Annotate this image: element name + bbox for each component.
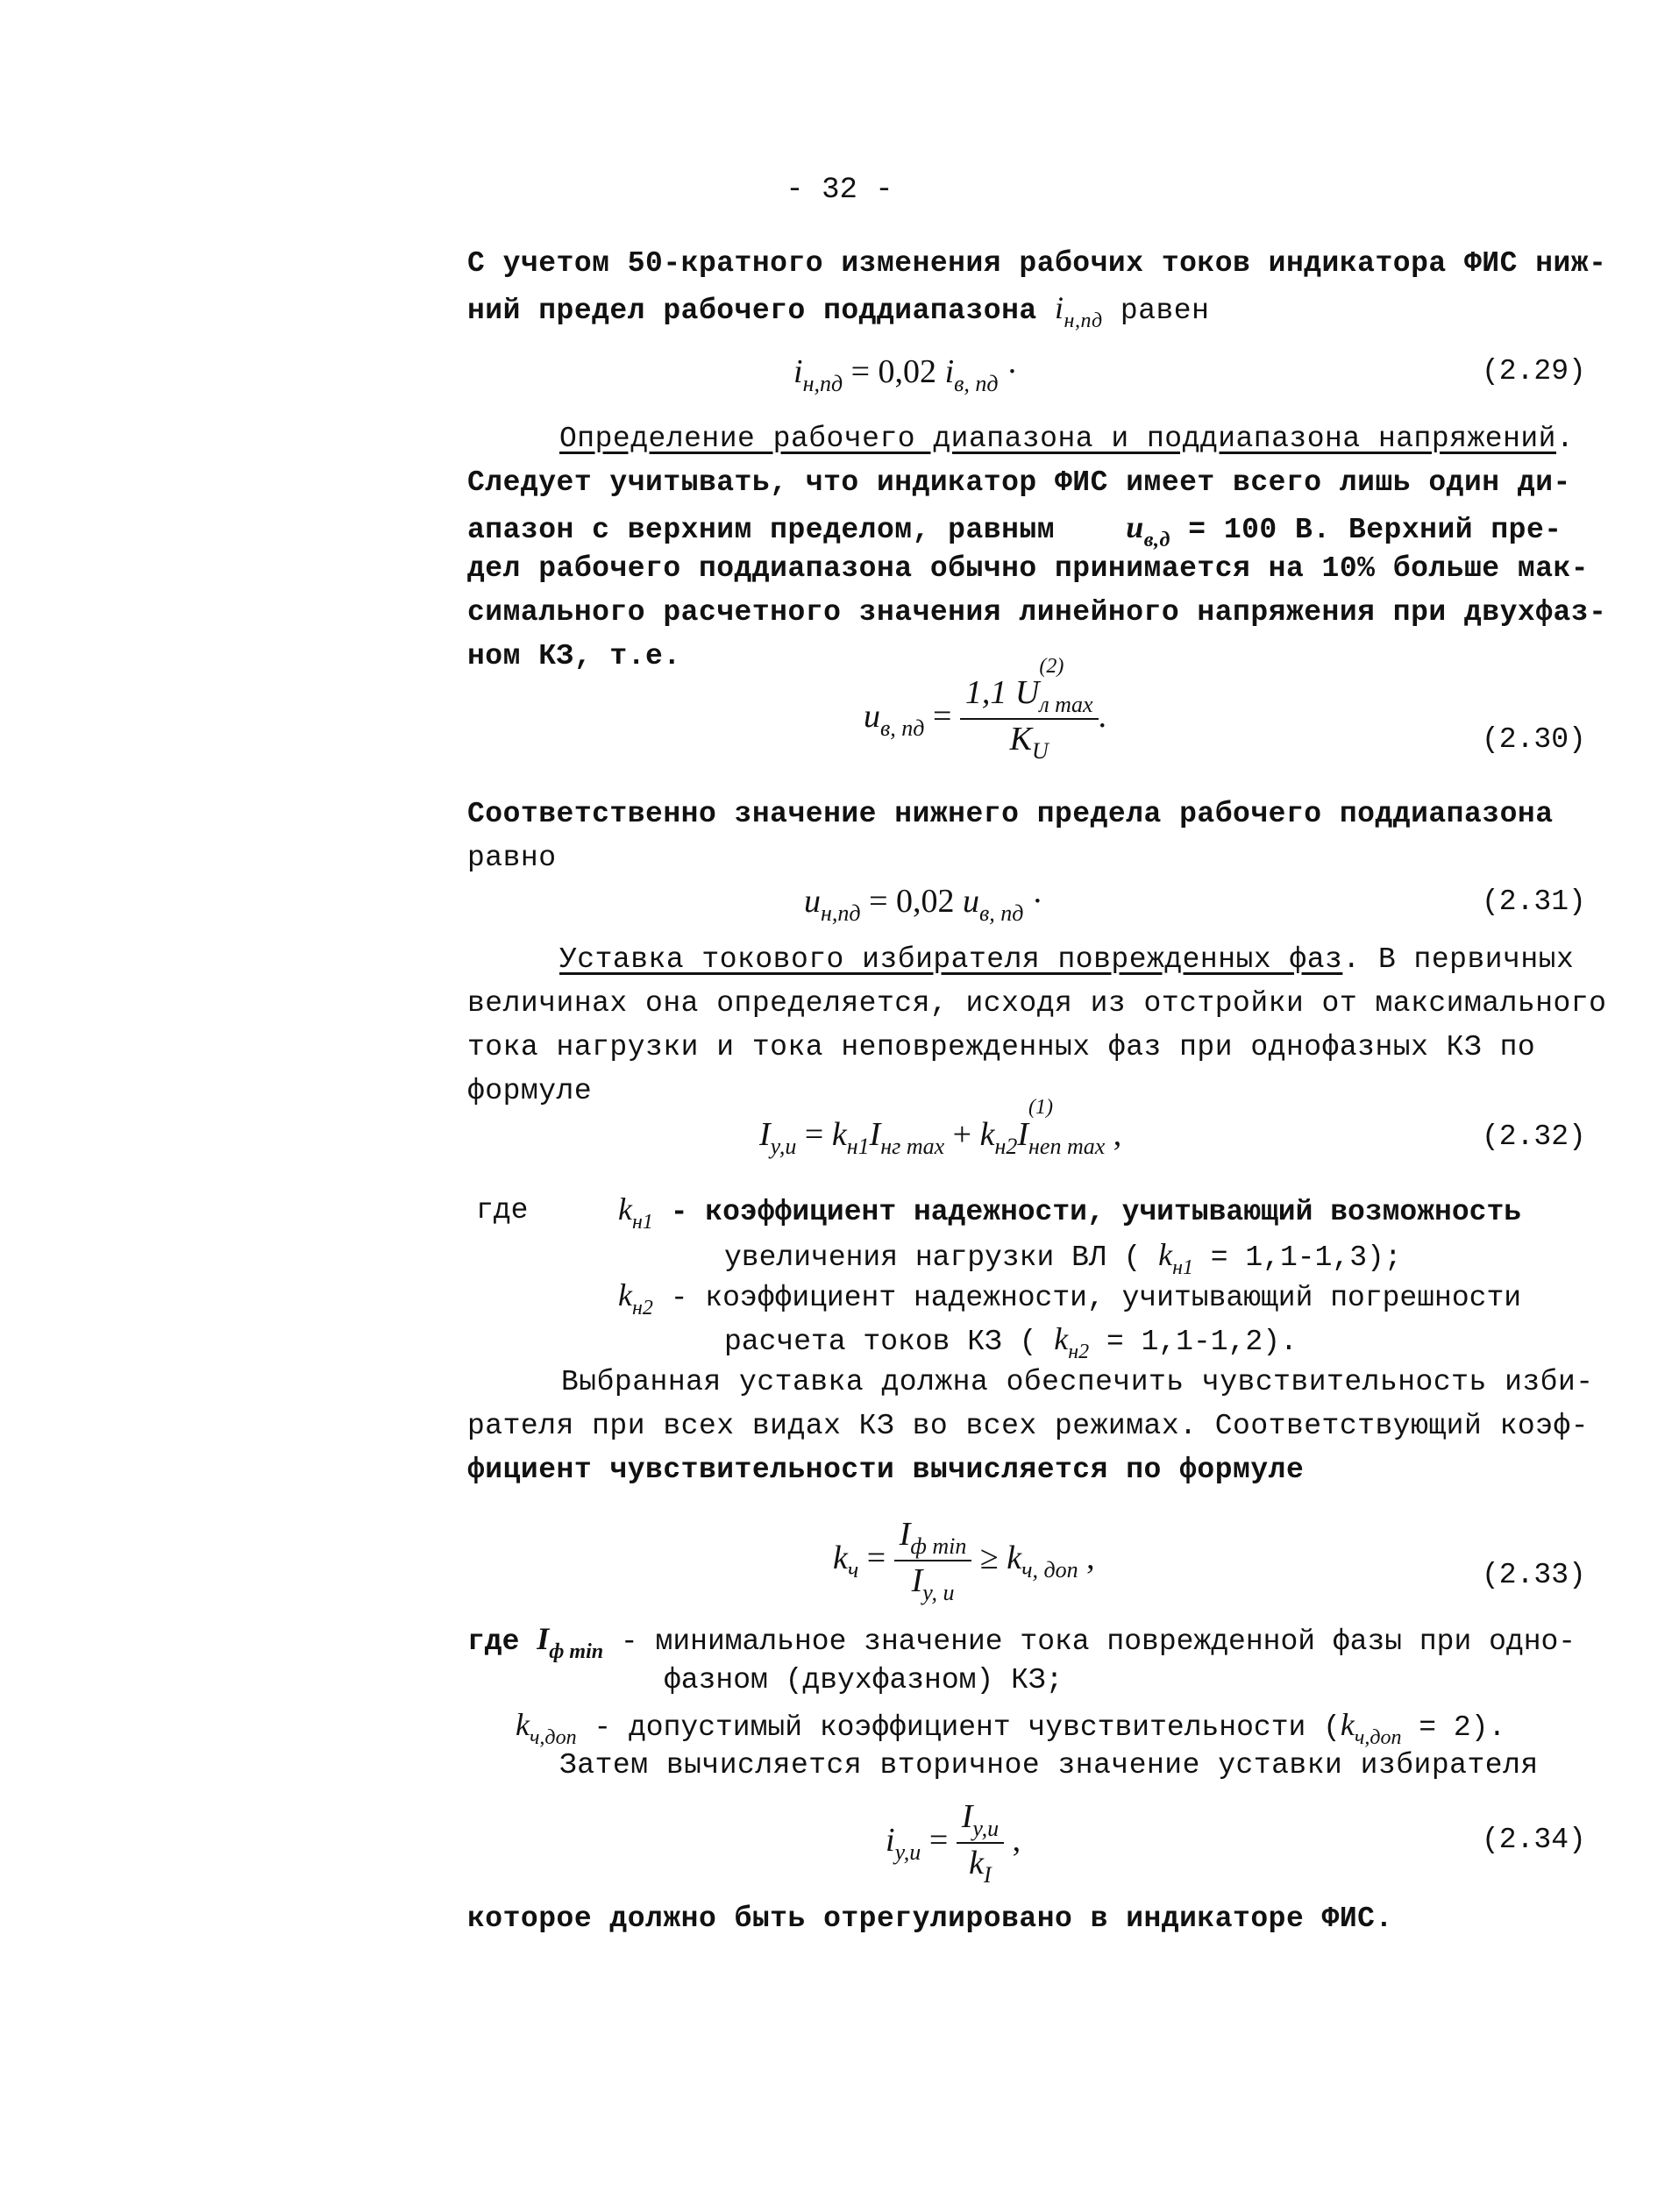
definition-item: $k_{н1}$ - коэффициент надежности, учитывающий возможность bbox=[618, 1191, 1522, 1234]
paragraph-line bbox=[467, 289, 1209, 333]
paragraph-line: формуле bbox=[467, 1075, 593, 1107]
page-number: - 32 - bbox=[786, 174, 893, 207]
paragraph-line: апазон с верхним пределом, равным $u_{в,д} = 100$ В. Верхний пре- bbox=[467, 509, 1562, 551]
paragraph-line: Соответственно значение нижнего предела рабочего поддиапазона bbox=[467, 798, 1554, 830]
paragraph-line: Следует учитывать, что индикатор ФИС имеет всего лишь один ди- bbox=[467, 466, 1571, 499]
paragraph-line: ном КЗ, т.е. bbox=[467, 640, 681, 672]
equation-2-31: $u_{н,пд} = 0,02$ $u_{в, пд}$ · bbox=[804, 883, 1043, 926]
paragraph-line: Выбранная уставка должна обеспечить чувствительность изби- bbox=[561, 1366, 1594, 1398]
paragraph-line: дел рабочего поддиапазона обычно принимается на 10% больше мак- bbox=[467, 552, 1590, 585]
equation-2-33: $k_ч$ = $\frac{I_{ф min}}{I_{у, и}}$ ≥ $k_{ч, доп}$ , bbox=[833, 1516, 1095, 1606]
equation-number: (2.29) bbox=[1482, 355, 1586, 388]
section-heading: Уставка токового избирателя поврежденных фаз. В первичных bbox=[559, 943, 1575, 976]
definition-item: где $I_{ф min}$ - минимальное значение тока поврежденной фазы при одно- bbox=[467, 1621, 1576, 1663]
paragraph-line: фициент чувствительности вычисляется по формуле bbox=[467, 1454, 1305, 1486]
equation-number: (2.32) bbox=[1482, 1120, 1586, 1153]
equation-number: (2.30) bbox=[1482, 723, 1586, 756]
definition-item: $k_{н2}$ - коэффициент надежности, учитывающий погрешности bbox=[618, 1277, 1522, 1319]
symbol: $i_{н,пд}$ bbox=[1055, 290, 1103, 332]
paragraph-line: Затем вычисляется вторичное значение уставки избирателя bbox=[559, 1749, 1539, 1782]
fraction: $\frac{I_{у,и}}{k_I}$ bbox=[957, 1797, 1004, 1888]
equation-2-32: $I_{у,и} = k_{н1}I_{нг max} + k_{н2}I$ (1) $_{неп max}$ , bbox=[759, 1096, 1122, 1159]
equation-2-34: $i_{у,и}$ = $\frac{I_{у,и}}{k_I}$ , bbox=[886, 1798, 1021, 1888]
paragraph-line: С учетом 50-кратного изменения рабочих токов индикатора ФИС ниж- bbox=[467, 247, 1607, 280]
paragraph-line: рателя при всех видах КЗ во всех режимах. Соответствующий коэф- bbox=[467, 1410, 1590, 1442]
text: равен bbox=[1120, 295, 1210, 327]
equation-number: (2.31) bbox=[1482, 886, 1586, 918]
section-heading: Определение рабочего диапазона и поддиапазона напряжений. bbox=[559, 423, 1575, 455]
text: ний предел рабочего поддиапазона bbox=[467, 295, 1037, 327]
definition-item-cont: фазном (двухфазном) КЗ; bbox=[664, 1664, 1064, 1696]
equation-number: (2.34) bbox=[1482, 1824, 1586, 1856]
where-label: где bbox=[476, 1194, 529, 1227]
definition-item-cont: расчета токов КЗ ( $k_{н2} = 1,1-1,2$). bbox=[724, 1321, 1298, 1363]
equation-2-30: $u_{в, пд}$ = 1,1 U (2) $_{л max}$ $K_U$ . bbox=[864, 655, 1106, 765]
definition-item: $k_{ч,доп}$ - допустимый коэффициент чувствительности $(k_{ч,доп} = 2)$. bbox=[516, 1707, 1506, 1749]
paragraph-line: величинах она определяется, исходя из отстройки от максимального bbox=[467, 987, 1607, 1020]
equation-2-29: $i_{н,пд} = 0,02$ $i_{в, пд}$ · bbox=[793, 353, 1018, 396]
fraction: $\frac{I_{ф min}}{I_{у, и}}$ bbox=[894, 1515, 972, 1606]
paragraph-line: симального расчетного значения линейного напряжения при двухфаз- bbox=[467, 596, 1607, 629]
paragraph-line: тока нагрузки и тока неповрежденных фаз при однофазных КЗ по bbox=[467, 1031, 1536, 1063]
paragraph-line: равно bbox=[467, 842, 557, 874]
fraction: 1,1 U (2) $_{л max}$ $K_U$ bbox=[960, 673, 1099, 765]
paragraph-line: которое должно быть отрегулировано в индикаторе ФИС. bbox=[467, 1903, 1393, 1935]
definition-item-cont: увеличения нагрузки ВЛ ( $k_{н1} = 1,1-1,3$); bbox=[724, 1237, 1402, 1279]
equation-number: (2.33) bbox=[1482, 1559, 1586, 1591]
